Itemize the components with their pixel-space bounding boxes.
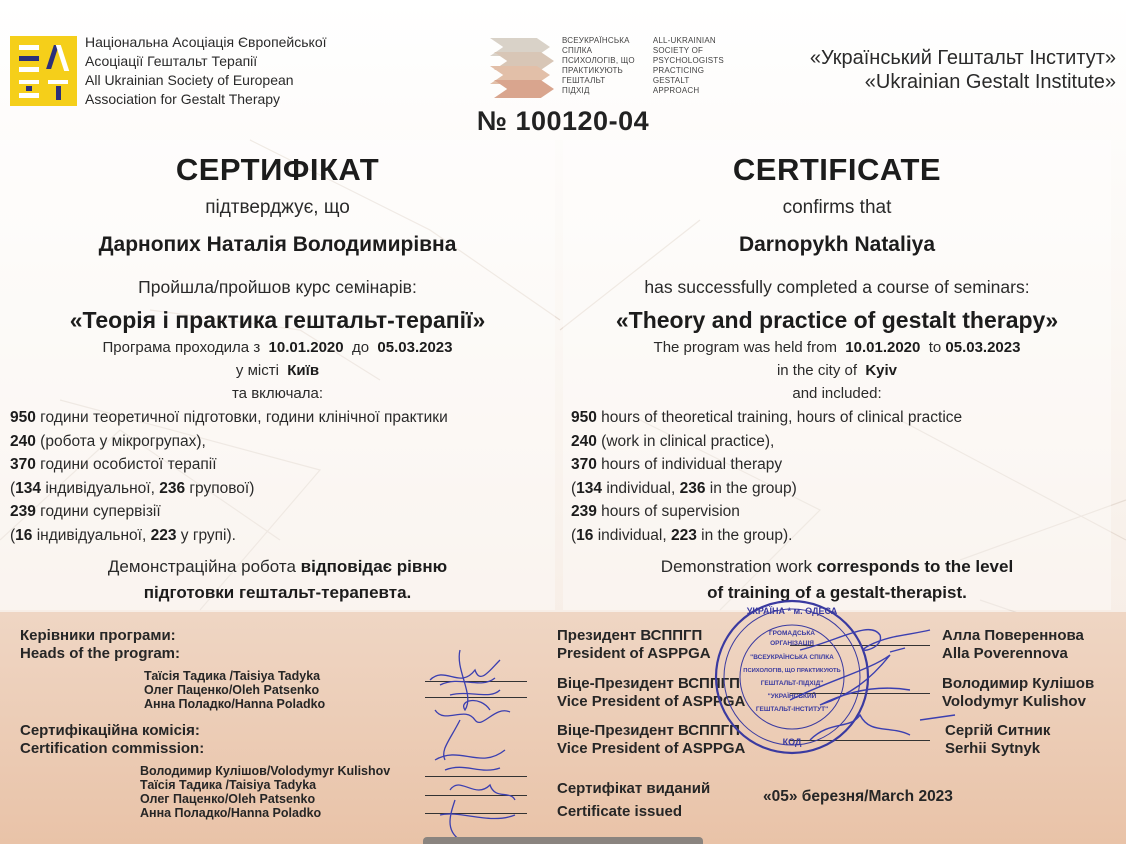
commission-member: Таїсія Тадика /Taisiya Tadyka [140,778,317,792]
hours-item: (134 індивідуальної, 236 групової) [10,479,255,497]
program-dates-en: The program was held from 10.01.2020 to 05.03.2023 [653,339,1021,356]
heads-list [144,669,325,711]
asppga-organization [490,36,724,100]
hours-item: 950 години теоретичної підготовки, години клінічної практики [10,409,448,426]
program-dates-ua: Програма проходила з 10.01.2020 до 05.03.2023 [102,339,453,356]
head-name: Анна Поладко/Hanna Poladko [144,697,326,711]
heads-label: Керівники програми: Heads of the program: [20,627,181,662]
hours-item: 240 (work in clinical practice), [571,432,775,450]
commission-member: Володимир Кулішов/Volodymyr Kulishov [140,764,391,778]
confirms-text-ua: підтверджує, що [205,197,350,218]
org-left-line: Національна Асоціація Європейської [85,34,327,50]
commission-member: Анна Поладко/Hanna Poladko [140,806,322,820]
hours-item: (134 individual, 236 in the group) [571,479,797,497]
svg-text:"ВСЕУКРАЇНСЬКА СПІЛКА: "ВСЕУКРАЇНСЬКА СПІЛКА [750,654,834,661]
org-right-line-en: «Ukrainian Gestalt Institute» [864,71,1116,93]
hours-item: (16 individual, 223 in the group). [571,526,793,544]
certificate-ua-panel [0,140,555,610]
course-name-en: «Theory and practice of gestalt therapy» [615,307,1059,333]
svg-text:ГРОМАДСЬКА: ГРОМАДСЬКА [769,630,815,637]
program-city-en: in the city of Kyiv [776,362,898,379]
completed-text-en: has successfully completed a course of seminars: [644,277,1030,297]
hours-item: 370 hours of individual therapy [571,456,783,473]
recipient-name-ua: Дарнопих Наталія Володимирівна [98,233,457,256]
commission-list [140,764,390,820]
org-right-line-ua: «Український Гештальт Інститут» [809,47,1116,69]
program-city-ua: у місті Київ [235,362,320,379]
hours-item: 950 hours of theoretical training, hours of clinical practice [571,409,963,426]
hours-item: 370 години особистої терапії [10,456,217,473]
officer-role: Віце-Президент ВСППГП Vice President of ASPPGA [557,675,746,710]
issued-label: Сертифікат виданий Certificate issued [557,780,711,820]
included-text-ua: та включала: [231,385,323,402]
svg-text:ГЕШТАЛЬТ-ІНСТИТУТ": ГЕШТАЛЬТ-ІНСТИТУТ" [755,706,829,713]
officer-role: Віце-Президент ВСППГП Vice President of ASPPGA [557,722,746,757]
confirms-text-en: confirms that [782,197,892,218]
commission-label: Сертифікаційна комісія: Certification commission: [20,722,205,757]
handwritten-signatures-icon [420,650,530,844]
issued-date: «05» березня/March 2023 [763,788,953,805]
head-name: Таїсія Тадика /Taisiya Tadyka [144,669,321,683]
hours-item: 239 години супервізії [10,503,161,520]
hours-item: 240 (робота у мікрогрупах), [10,432,206,450]
commission-member: Олег Паценко/Oleh Patsenko [140,792,316,806]
certificate-title-ua: СЕРТИФІКАТ [175,152,380,187]
asppga-en-name: ALL-UKRAINIAN SOCIETY OF PSYCHOLOGISTS PRACTICING GESTALT APPROACH [652,36,724,95]
officer-name: Володимир Кулішов Volodymyr Kulishov [942,675,1095,710]
svg-text:ПСИХОЛОГІВ, ЩО ПРАКТИКУЮТЬ: ПСИХОЛОГІВ, ЩО ПРАКТИКУЮТЬ [743,668,841,674]
hours-list-en [571,406,962,547]
org-left-line: Асоціації Гештальт Терапії [85,53,258,69]
certificate-en-panel [563,140,1111,610]
officer-name: Алла Повереннова Alla Poverennova [942,627,1084,662]
certificate-title-en: CERTIFICATE [732,152,942,187]
hours-item: (16 індивідуальної, 223 у групі). [10,526,236,544]
officer-name: Сергій Ситник Serhii Sytnyk [945,722,1051,757]
demonstration-statement-ua: Демонстраційна робота відповідає рівню підготовки гештальт-терапевта. [107,557,448,602]
svg-text:УКРАЇНА * м. ОДЕСА: УКРАЇНА * м. ОДЕСА [746,606,838,616]
officer-role: Президент ВСППГП President of ASPPGA [557,627,711,662]
hours-list-ua [10,406,448,547]
course-name-ua: «Теорія і практика гештальт-терапії» [69,307,486,333]
org-left-line: All Ukrainian Society of European [85,72,294,88]
asppga-chevron-logo-icon [490,36,556,100]
officer-signatures-icon [780,610,960,750]
eagt-logo-icon [10,36,77,106]
head-name: Олег Паценко/Oleh Patsenko [144,683,320,697]
certificate-number: № 100120-04 [476,106,650,136]
svg-text:КОД: КОД [782,737,802,747]
asppga-ua-name: ВСЕУКРАЇНСЬКА СПІЛКА ПСИХОЛОГІВ, ЩО ПРАКТИКУЮТЬ ГЕШТАЛЬТ ПІДХІД [562,36,635,95]
included-text-en: and included: [792,385,882,402]
svg-text:"УКРАЇНСЬКИЙ: "УКРАЇНСЬКИЙ [767,693,817,700]
org-left-line: Association for Gestalt Therapy [85,91,281,107]
ugi-organization [810,46,1116,94]
recipient-name-en: Darnopykh Nataliya [738,233,936,256]
eagt-organization [10,33,327,109]
svg-text:ОРГАНІЗАЦІЯ: ОРГАНІЗАЦІЯ [770,640,814,647]
hours-item: 239 hours of supervision [571,503,740,520]
horizontal-scrollbar[interactable] [423,837,703,844]
svg-text:ГЕШТАЛЬТ-ПІДХІД": ГЕШТАЛЬТ-ПІДХІД" [760,680,824,687]
demonstration-statement-en: Demonstration work corresponds to the level of training of a gestalt-therapist. [660,557,1014,602]
completed-text-ua: Пройшла/пройшов курс семінарів: [138,277,417,297]
